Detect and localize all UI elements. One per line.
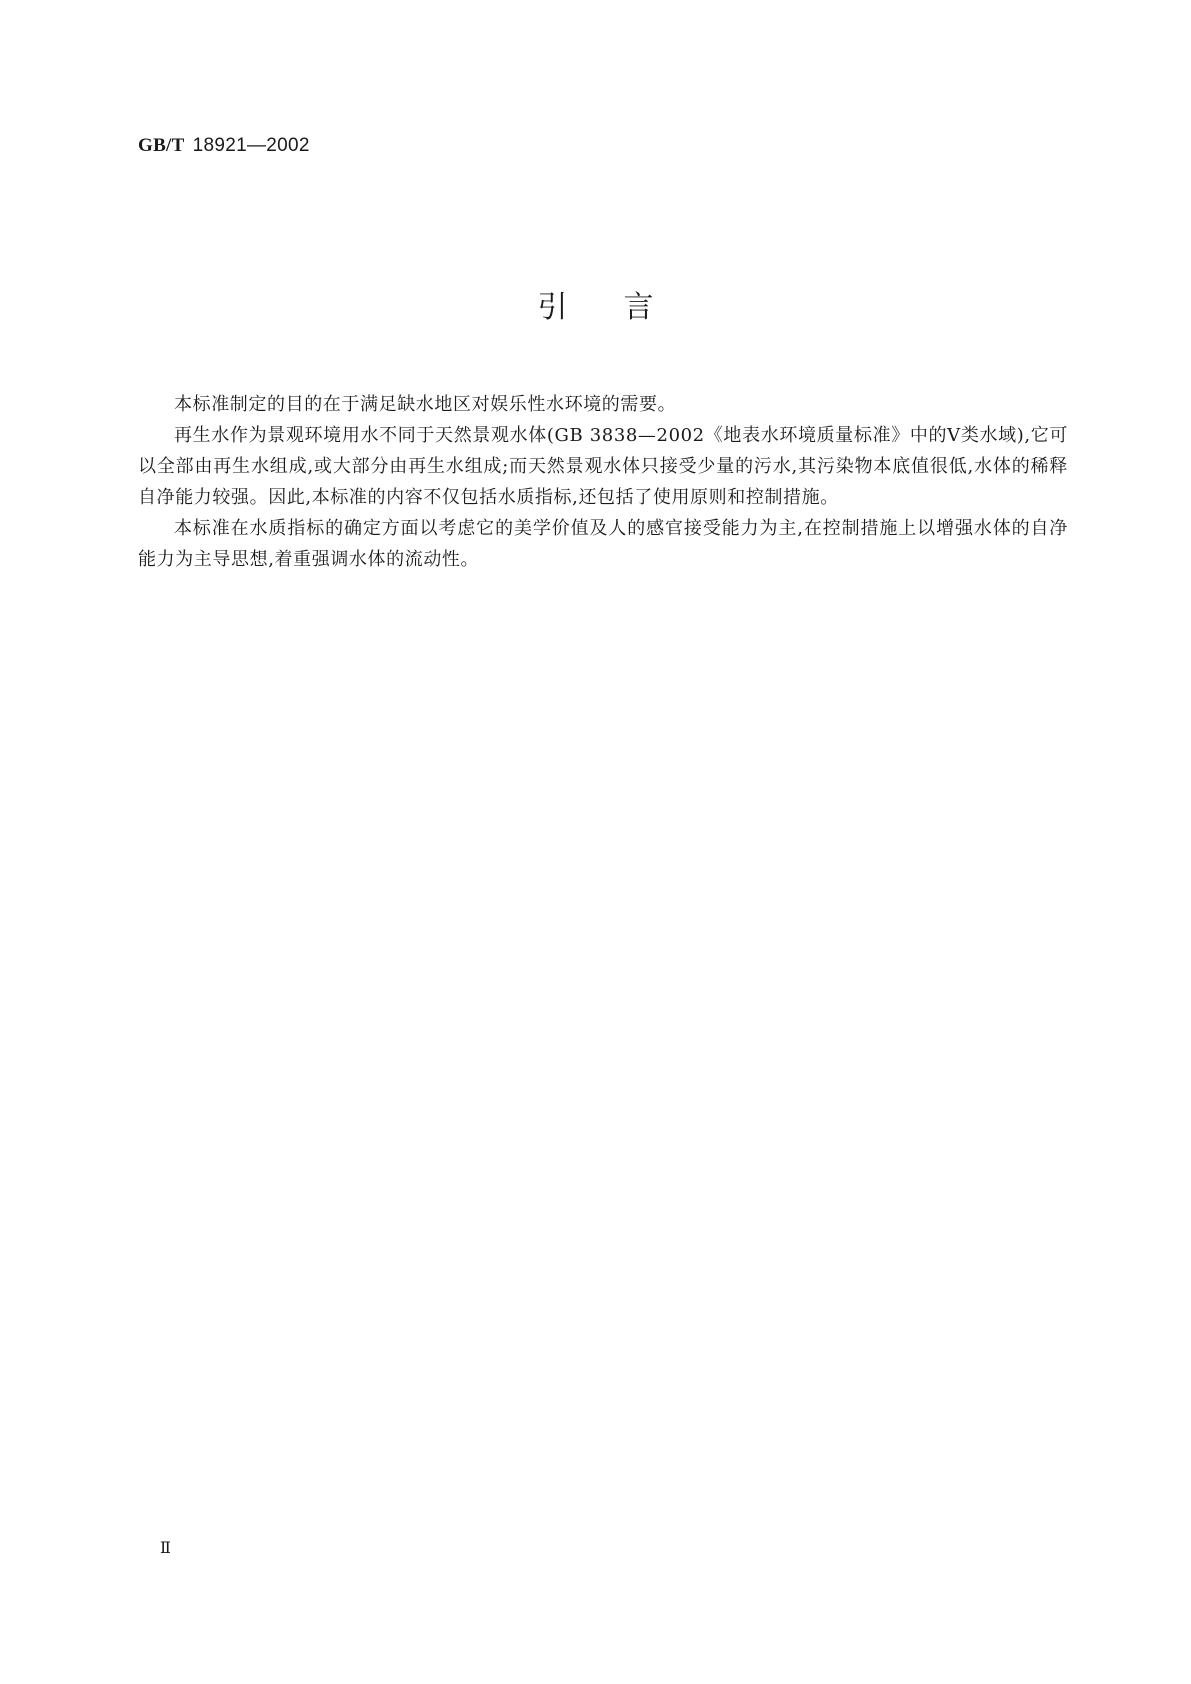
document-header	[138, 134, 310, 157]
paragraph-1: 本标准制定的目的在于满足缺水地区对娱乐性水环境的需要。	[174, 394, 677, 415]
paragraph-3: 本标准在水质指标的确定方面以考虑它的美学价值及人的感官接受能力为主,在控制措施上以增强水体的自净能力为主导思想,着重强调水体的流动性。	[138, 518, 1068, 570]
standard-code-number: 18921—2002	[192, 135, 310, 156]
introduction-body	[138, 389, 1068, 575]
standard-code-prefix: GB/T	[138, 135, 185, 156]
paragraph-2: 再生水作为景观环境用水不同于天然景观水体(GB 3838—2002《地表水环境质量标准》中的Ⅴ类水域),它可以全部由再生水组成,或大部分由再生水组成;而天然景观水体只接受少量的污水,其污染物本底值很低,水体的稀释自净能力较强。因此,本标准的内容不仅包括水质指标,还包括了使用原则和控制措施。	[138, 425, 1068, 508]
page-title: 引言	[537, 290, 710, 325]
page-number: Ⅱ	[160, 1538, 171, 1557]
